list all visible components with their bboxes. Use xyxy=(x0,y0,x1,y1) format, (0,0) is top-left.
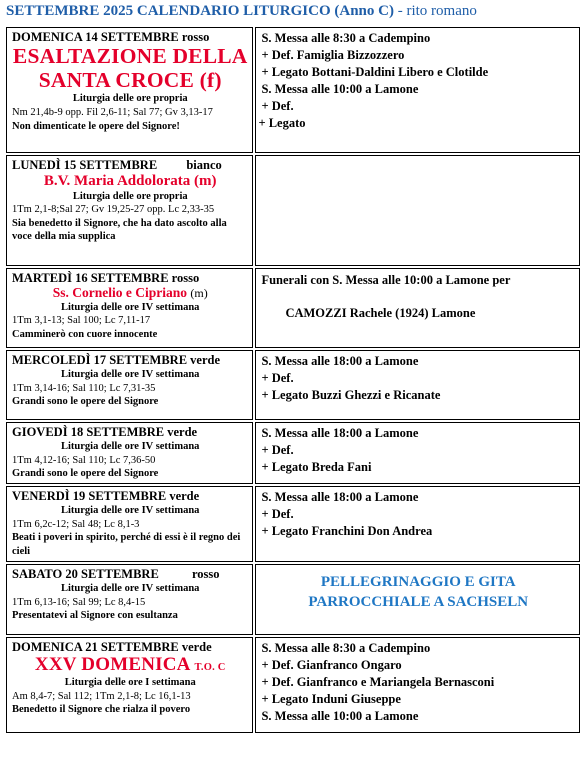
funeral-name: CAMOZZI Rachele (1924) Lamone xyxy=(285,306,476,320)
motto: Presentatevi al Signore con esultanza xyxy=(12,610,178,622)
notes-cell xyxy=(255,27,580,153)
motto: Grandi sono le opere del Signore xyxy=(12,396,159,408)
day-cell xyxy=(6,486,253,562)
motto: Benedetto il Signore che rialza il povero xyxy=(12,704,191,716)
calendar-table xyxy=(4,25,582,735)
liturgy-hours: Liturgia delle ore IV settimana xyxy=(61,301,200,313)
note-line: S. Messa alle 8:30 a Cadempino xyxy=(261,31,431,45)
motto: Sia benedetto il Signore, che ha dato ascolto alla voce della mia supplica xyxy=(12,217,227,243)
note-line: S. Messa alle 18:00 a Lamone xyxy=(261,354,419,368)
feast-grade: (m) xyxy=(190,286,208,300)
title-sub: - rito romano xyxy=(397,3,477,19)
notes-cell xyxy=(255,422,580,484)
motto: Camminerò con cuore innocente xyxy=(12,329,158,341)
feast-line: SANTA CROCE (f) xyxy=(38,67,222,92)
day-heading: VENERDÌ 19 SETTEMBRE verde xyxy=(12,489,200,503)
liturgy-hours: Liturgia delle ore propria xyxy=(72,93,188,105)
table-row xyxy=(6,268,580,348)
day-heading: MARTEDÌ 16 SETTEMBRE rosso xyxy=(12,271,200,285)
day-heading: GIOVEDÌ 18 SETTEMBRE verde xyxy=(12,425,198,439)
readings: Am 8,4-7; Sal 112; 1Tm 2,1-8; Lc 16,1-13 xyxy=(12,690,191,702)
liturgy-hours: Liturgia delle ore IV settimana xyxy=(61,441,200,452)
note-line: + Def. Gianfranco Ongaro xyxy=(261,658,402,672)
table-row xyxy=(6,486,580,562)
feast-text: XXV DOMENICA xyxy=(34,654,190,675)
note-line: + Def. Famiglia Bizzozzero xyxy=(261,48,405,62)
liturgical-color: rosso xyxy=(191,567,220,581)
liturgy-hours: Liturgia delle ore IV settimana xyxy=(61,583,200,594)
readings: 1Tm 3,1-13; Sal 100; Lc 7,11-17 xyxy=(12,315,151,327)
day-cell xyxy=(6,637,253,733)
motto: Beati i poveri in spirito, perché di essi è il regno dei cieli xyxy=(12,532,241,557)
day-heading-text: SABATO 20 SETTEMBRE xyxy=(12,567,159,581)
readings: 1Tm 2,1-8;Sal 27; Gv 19,25-27 opp. Lc 2,33-35 xyxy=(12,204,215,216)
liturgy-hours: Liturgia delle ore IV settimana xyxy=(61,369,200,380)
feast-name xyxy=(12,286,248,301)
pilgrimage-line: PARROCCHIALE A SACHSELN xyxy=(308,594,529,611)
note-line: + Def. xyxy=(261,443,294,457)
note-line: S. Messa alle 18:00 a Lamone xyxy=(261,490,419,504)
note-line: + Legato Breda Fani xyxy=(261,460,372,474)
day-heading: DOMENICA 14 SETTEMBRE rosso xyxy=(12,30,210,44)
funeral-notice: Funerali con S. Messa alle 10:00 a Lamone per xyxy=(261,273,511,287)
readings: 1Tm 6,13-16; Sal 99; Lc 8,4-15 xyxy=(12,596,146,608)
liturgical-color: bianco xyxy=(186,158,222,172)
liturgy-hours: Liturgia delle ore I settimana xyxy=(64,676,196,688)
day-cell xyxy=(6,27,253,153)
day-cell xyxy=(6,350,253,420)
day-heading xyxy=(12,567,248,582)
readings: 1Tm 3,14-16; Sal 110; Lc 7,31-35 xyxy=(12,382,156,394)
note-line: + Legato Franchini Don Andrea xyxy=(261,524,433,538)
day-heading: MERCOLEDÌ 17 SETTEMBRE verde xyxy=(12,353,221,367)
day-cell xyxy=(6,564,253,635)
table-row xyxy=(6,155,580,266)
readings: Nm 21,4b-9 opp. Fil 2,6-11; Sal 77; Gv 3,13-17 xyxy=(12,106,213,118)
feast-suffix: T.O. C xyxy=(194,662,226,673)
note-line: + Legato Induni Giuseppe xyxy=(261,692,401,706)
note-line: + Legato Bottani-Daldini Libero e Clotilde xyxy=(261,65,489,79)
liturgy-hours: Liturgia delle ore propria xyxy=(72,190,188,202)
day-cell xyxy=(6,422,253,484)
table-row xyxy=(6,637,580,733)
day-cell xyxy=(6,268,253,348)
day-heading-text: LUNEDÌ 15 SETTEMBRE xyxy=(12,158,158,172)
table-row xyxy=(6,350,580,420)
liturgy-hours: Liturgia delle ore IV settimana xyxy=(61,505,200,516)
feast-name xyxy=(12,45,248,92)
title-main: SETTEMBRE 2025 CALENDARIO LITURGICO (Anno C) xyxy=(6,3,394,19)
notes-cell xyxy=(255,637,580,733)
notes-cell xyxy=(255,268,580,348)
notes-cell xyxy=(255,486,580,562)
day-heading xyxy=(12,158,248,173)
notes-cell xyxy=(255,155,580,266)
readings: 1Tm 4,12-16; Sal 110; Lc 7,36-50 xyxy=(12,454,156,466)
note-line: + Legato xyxy=(258,116,306,130)
note-line: + Legato Buzzi Ghezzi e Ricanate xyxy=(261,388,441,402)
table-row xyxy=(6,27,580,153)
note-line: S. Messa alle 18:00 a Lamone xyxy=(261,426,419,440)
note-line: S. Messa alle 10:00 a Lamone xyxy=(261,709,419,723)
motto: Non dimenticate le opere del Signore! xyxy=(12,120,180,132)
day-heading: DOMENICA 21 SETTEMBRE verde xyxy=(12,640,212,654)
note-line: + Def. xyxy=(261,371,294,385)
notes-cell xyxy=(255,350,580,420)
feast-name: B.V. Maria Addolorata (m) xyxy=(43,173,217,189)
note-line: + Def. xyxy=(261,507,294,521)
pilgrimage-line: PELLEGRINAGGIO E GITA xyxy=(320,574,516,590)
table-row xyxy=(6,564,580,635)
note-line: + Def. Gianfranco e Mariangela Bernasconi xyxy=(261,675,495,689)
table-row xyxy=(6,422,580,484)
motto: Grandi sono le opere del Signore xyxy=(12,468,159,480)
feast-text: Ss. Cornelio e Cipriano xyxy=(52,285,187,300)
page-title xyxy=(6,3,477,20)
pilgrimage-notice xyxy=(261,572,575,613)
readings: 1Tm 6,2c-12; Sal 48; Lc 8,1-3 xyxy=(12,518,140,530)
feast-name xyxy=(12,655,248,676)
note-line: S. Messa alle 8:30 a Cadempino xyxy=(261,641,431,655)
feast-line: ESALTAZIONE DELLA xyxy=(12,44,248,68)
note-line: + Def. xyxy=(261,99,294,113)
note-line: S. Messa alle 10:00 a Lamone xyxy=(261,82,419,96)
day-cell xyxy=(6,155,253,266)
notes-cell xyxy=(255,564,580,635)
